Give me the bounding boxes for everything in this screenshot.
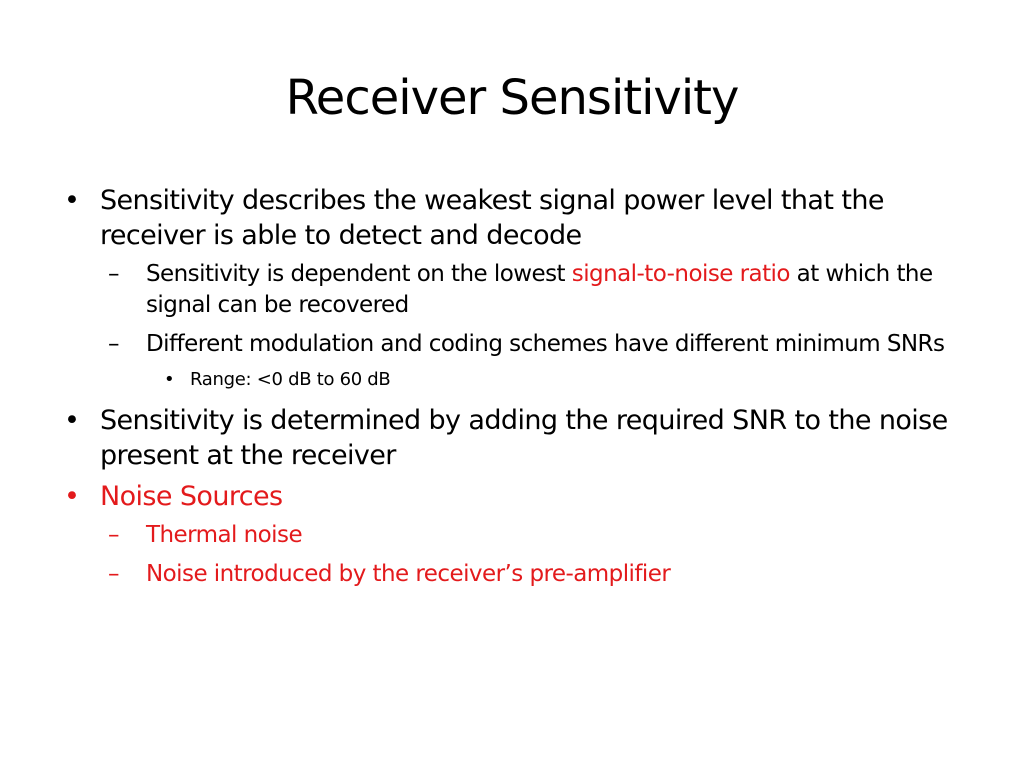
sub-bullet-text: Noise introduced by the receiver’s pre-amplifier — [146, 561, 671, 587]
sub-bullet-item-modulation-snr — [108, 329, 982, 360]
sub-bullet-text: Sensitivity is dependent on the lowest — [146, 261, 572, 287]
bullet-list — [62, 183, 982, 598]
highlighted-term: signal-to-noise ratio — [571, 261, 790, 287]
dash-marker: – — [108, 522, 119, 548]
bullet-item-sensitivity-definition — [62, 183, 982, 253]
slide-title: Receiver Sensitivity — [285, 70, 739, 126]
bullet-marker: • — [64, 405, 80, 436]
bullet-text: Sensitivity describes the weakest signal power level that the receiver is able to detect and decode — [100, 185, 884, 251]
sub-sub-bullet-text: Range: <0 dB to 60 dB — [190, 369, 391, 390]
sub-bullet-item-snr-dependency — [108, 259, 982, 321]
dash-marker: – — [108, 561, 119, 587]
sub-bullet-text: Thermal noise — [146, 522, 303, 548]
bullet-marker: • — [64, 481, 80, 512]
bullet-text: Noise Sources — [100, 481, 283, 512]
bullet-item-noise-sources — [62, 479, 982, 514]
bullet-item-sensitivity-calculation — [62, 403, 982, 473]
dash-marker: – — [108, 261, 119, 287]
sub-sub-bullet-item-range — [158, 368, 982, 392]
sub-bullet-item-preamp-noise — [108, 559, 982, 590]
sub-bullet-item-thermal-noise — [108, 520, 982, 551]
bullet-text: Sensitivity is determined by adding the required SNR to the noise present at the receiver — [100, 405, 948, 471]
dash-marker: – — [108, 331, 119, 357]
sub-bullet-text: Different modulation and coding schemes have different minimum SNRs — [146, 331, 945, 357]
sub-bullet-text-continued: at which the signal can be recovered — [146, 261, 933, 318]
bullet-marker: • — [64, 185, 80, 216]
bullet-marker: • — [164, 369, 175, 390]
